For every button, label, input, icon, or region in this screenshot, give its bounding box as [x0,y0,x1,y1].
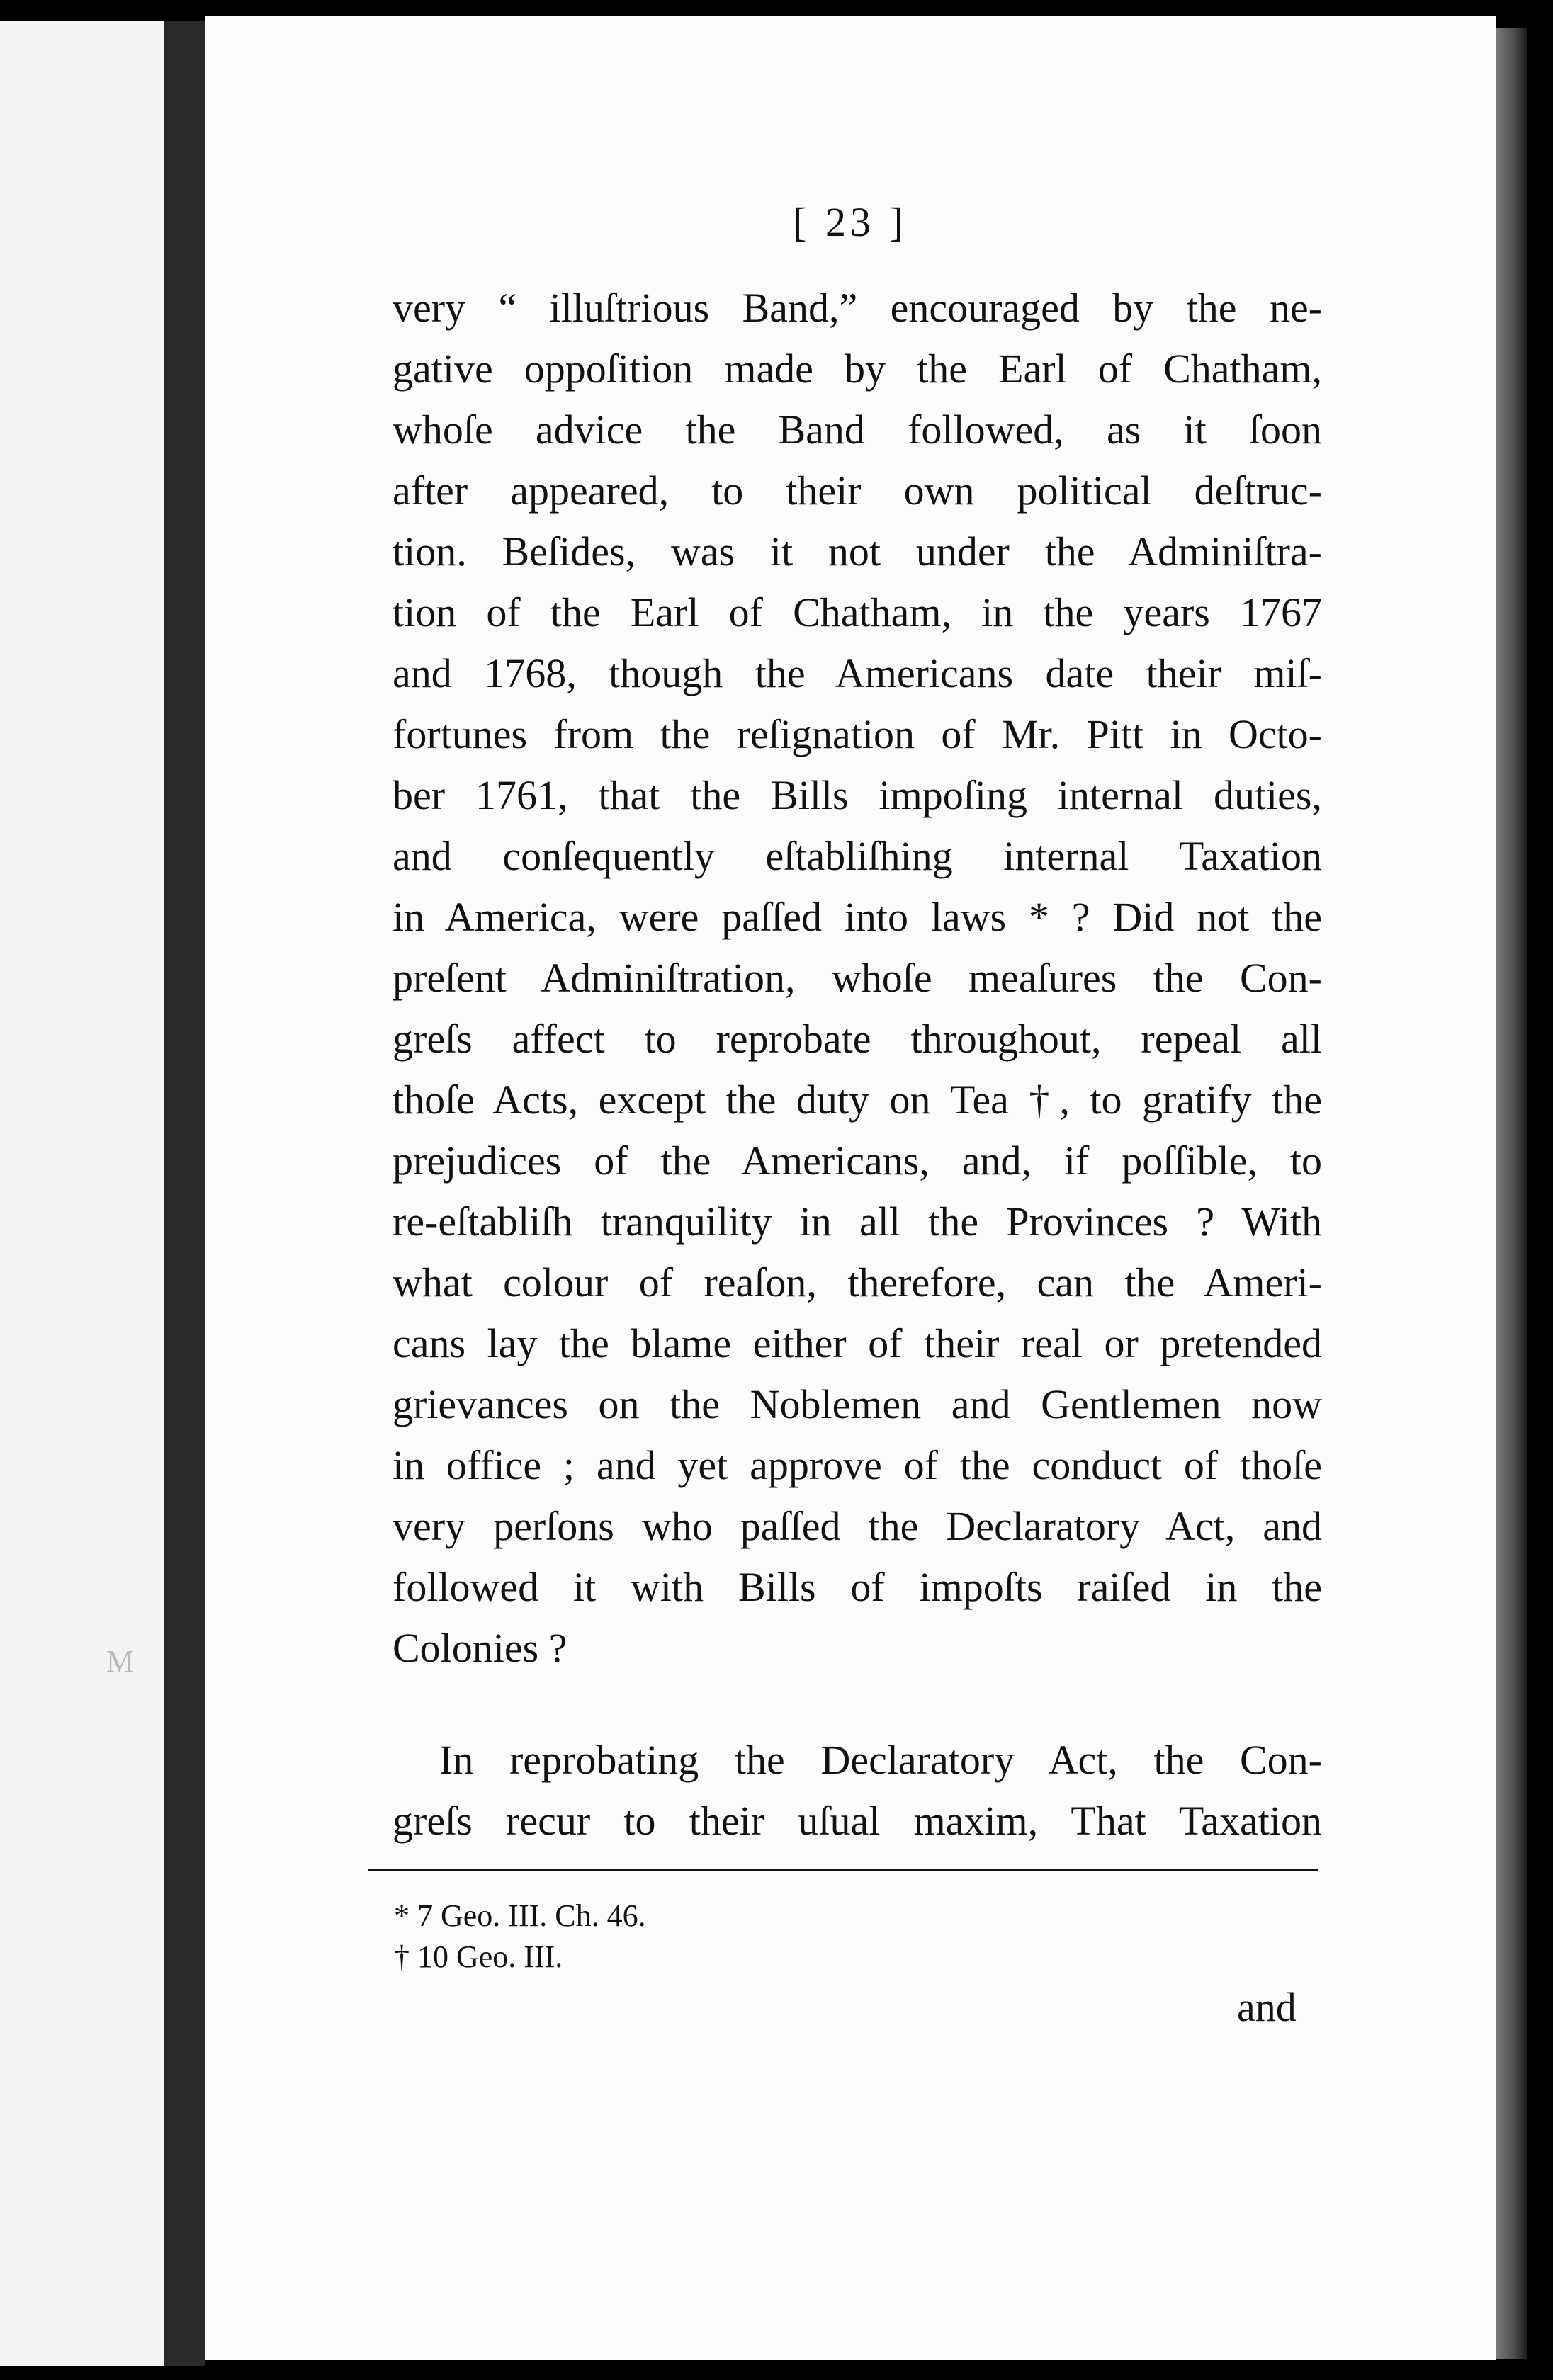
text-line: followed it with Bills of impoſts raiſed in the [393,1564,1322,1610]
text-line: and conſequently eſtabliſhing internal Taxation [393,833,1322,879]
text-line: tion. Beſides, was it not under the Adminiſtra- [393,528,1322,574]
text-line: fortunes from the reſignation of Mr. Pitt in Octo- [393,711,1322,757]
footnotes [394,1896,646,1978]
text-line: re-eſtabliſh tranquility in all the Provinces ? With [393,1198,1322,1245]
text-line: in office ; and yet approve of the conduct of thoſe [393,1442,1322,1488]
text-line: after appeared, to their own political deſtruc- [393,468,1322,514]
text-line: greſs recur to their uſual maxim, That Taxation [393,1798,1322,1844]
footnote-rule [368,1869,1318,1871]
text-line: ber 1761, that the Bills impoſing internal duties, [393,772,1322,818]
footnote: * 7 Geo. III. Ch. 46. [394,1898,646,1933]
text-line: grievances on the Noblemen and Gentlemen now [393,1381,1322,1427]
text-line: Colonies ? [393,1625,567,1671]
text-line: prejudices of the Americans, and, if poſſible, to [393,1138,1322,1184]
text-line: cans lay the blame either of their real or pretended [393,1320,1322,1366]
text-line: thoſe Acts, except the duty on Tea †, to gratify the [393,1077,1322,1123]
book-right-edge [1496,28,1527,2359]
catchword: and [1237,1984,1297,2030]
text-line: very perſons who paſſed the Declaratory Act, and [393,1503,1322,1549]
body-text [393,278,1322,1852]
text-line: gative oppoſition made by the Earl of Chatham, [393,346,1322,392]
book-gutter [164,21,205,2366]
text-line: in America, were paſſed into laws * ? Did not the [393,894,1322,940]
left-facing-page [0,21,164,2366]
page-number: [ 23 ] [793,199,908,245]
text-line: In reprobating the Declaratory Act, the Con- [439,1737,1322,1783]
left-page-margin-mark: M [106,1644,135,1679]
paragraph-break [393,1679,1322,1730]
text-line: very “ illuſtrious Band,” encouraged by the ne- [393,285,1322,331]
footnote: † 10 Geo. III. [394,1939,563,1974]
text-line: greſs affect to reprobate throughout, repeal all [393,1016,1322,1062]
text-line: tion of the Earl of Chatham, in the years 1767 [393,589,1322,635]
text-line: what colour of reaſon, therefore, can the Ameri- [393,1259,1322,1305]
text-line: and 1768, though the Americans date their miſ- [393,650,1322,696]
text-line: whoſe advice the Band followed, as it ſoon [393,407,1322,453]
text-line: preſent Adminiſtration, whoſe meaſures the Con- [393,955,1322,1001]
